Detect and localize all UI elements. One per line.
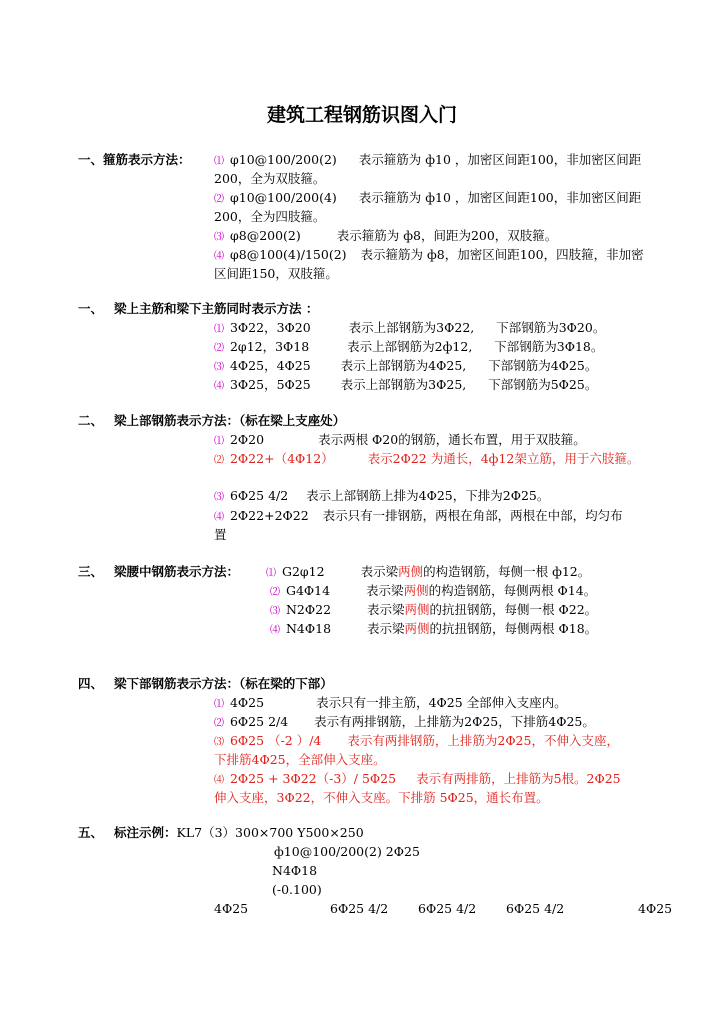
item-highlight: 两侧 bbox=[404, 602, 430, 617]
list-item bbox=[214, 319, 605, 339]
list-item bbox=[214, 189, 641, 209]
rebar-code: 2φ12，3Φ18 bbox=[229, 339, 310, 354]
list-item bbox=[214, 713, 595, 733]
page-title: 建筑工程钢筋识图入门 bbox=[266, 104, 457, 126]
section-prefix: 五、 bbox=[78, 825, 104, 840]
item-description: 的构造钢筋，每侧一根 ф12。 bbox=[423, 564, 591, 579]
list-item bbox=[270, 582, 596, 602]
list-item bbox=[214, 227, 557, 247]
item-number: ⑶ bbox=[214, 362, 224, 373]
item-description: 表示上部钢筋上排为4Φ25，下排为2Φ25。 bbox=[306, 488, 550, 503]
item-description: 的抗扭钢筋，每侧两根 Φ18。 bbox=[429, 621, 598, 636]
item-number: ⑷ bbox=[214, 512, 224, 523]
section-prefix: 三、 bbox=[78, 564, 104, 579]
item-description: 表示梁 bbox=[366, 583, 404, 598]
rebar-code: 2Φ25 + 3Φ22（-3）/ 5Φ25 bbox=[229, 771, 397, 786]
rebar-code: 2Φ22+（4Φ12） bbox=[229, 451, 334, 466]
section-top-bar-heading: 梁上部钢筋表示方法：（标在梁上支座处） bbox=[114, 413, 346, 428]
list-item bbox=[266, 563, 590, 583]
rebar-code: 3Φ25，5Φ25 bbox=[229, 377, 311, 392]
item-description-bottom: 下部钢筋为5Φ25。 bbox=[488, 377, 598, 392]
section-prefix: 二、 bbox=[78, 413, 104, 428]
item-number: ⑵ bbox=[214, 455, 224, 466]
item-continuation: 置 bbox=[214, 527, 227, 542]
item-continuation: 200，全为四肢箍。 bbox=[214, 209, 326, 224]
section-stirrup-heading: 一、箍筋表示方法： bbox=[78, 152, 191, 167]
list-item bbox=[214, 338, 603, 358]
example-line bbox=[114, 824, 364, 842]
item-highlight: 两侧 bbox=[398, 564, 424, 579]
list-item bbox=[270, 620, 597, 640]
rebar-code: φ8@100(4)/150(2) bbox=[229, 247, 347, 262]
item-description: 的构造钢筋，每侧两根 Φ14。 bbox=[428, 583, 597, 598]
rebar-code: 6Φ25 2/4 bbox=[229, 714, 289, 729]
rebar-code: 6Φ25 （-2 ）/4 bbox=[229, 733, 322, 748]
item-number: ⑷ bbox=[214, 775, 224, 786]
item-description: 表示箍筋为 ф8，加密区间距100，四肢箍，非加密 bbox=[360, 247, 644, 262]
example-bar-5: 4Φ25 bbox=[638, 901, 673, 916]
item-number: ⑴ bbox=[214, 324, 224, 335]
item-continuation: 伸入支座，3Φ22，不伸入支座。下排筋 5Φ25，通长布置。 bbox=[214, 790, 549, 805]
item-description: 表示箍筋为 ф10 ，加密区间距100，非加密区间距 bbox=[358, 190, 642, 205]
section-side-bar-heading: 梁腰中钢筋表示方法： bbox=[114, 564, 240, 579]
rebar-code: 4Φ25，4Φ25 bbox=[229, 358, 311, 373]
item-description-bottom: 下部钢筋为3Φ18。 bbox=[494, 339, 604, 354]
item-description: 表示箍筋为 ф8，间距为200，双肢箍。 bbox=[336, 228, 558, 243]
item-description: 表示只有一排主筋，4Φ25 全部伸入支座内。 bbox=[316, 695, 567, 710]
item-description: 表示2Φ22 为通长，4ф12架立筋，用于六肢箍。 bbox=[367, 451, 640, 466]
item-description: 表示有两排筋，上排筋为5根。2Φ25 bbox=[416, 771, 621, 786]
item-description: 表示有两排钢筋，上排筋为2Φ25，下排筋4Φ25。 bbox=[314, 714, 595, 729]
item-number: ⑷ bbox=[214, 381, 224, 392]
item-description: 表示梁 bbox=[367, 602, 405, 617]
section-example-heading: 标注示例： bbox=[114, 825, 177, 840]
item-description: 表示梁 bbox=[360, 564, 399, 579]
item-number: ⑵ bbox=[214, 194, 224, 205]
item-description: 表示有两排钢筋，上排筋为2Φ25，不伸入支座， bbox=[347, 733, 619, 748]
item-number: ⑶ bbox=[270, 606, 280, 617]
rebar-code: 2Φ20 bbox=[229, 432, 265, 447]
rebar-code: N2Φ22 bbox=[285, 602, 332, 617]
list-item bbox=[214, 246, 644, 266]
item-description-bottom: 下部钢筋为4Φ25。 bbox=[488, 358, 598, 373]
list-item bbox=[214, 487, 549, 507]
item-highlight: 两侧 bbox=[404, 621, 430, 636]
section-bottom-bar-heading: 梁下部钢筋表示方法：（标在梁的下部） bbox=[114, 676, 333, 691]
item-description: 表示上部钢筋为2ф12, bbox=[347, 339, 473, 354]
item-highlight: 两侧 bbox=[403, 583, 429, 598]
item-number: ⑶ bbox=[214, 492, 224, 503]
list-item bbox=[214, 732, 619, 752]
item-description: 表示两根 Φ20的钢筋，通长布置，用于双肢箍。 bbox=[318, 432, 586, 447]
item-number: ⑷ bbox=[214, 251, 224, 262]
rebar-code: 4Φ25 bbox=[229, 695, 265, 710]
item-description: 的抗扭钢筋，每侧一根 Φ22。 bbox=[429, 602, 598, 617]
rebar-code: 3Φ22，3Φ20 bbox=[229, 320, 311, 335]
section-prefix: 四、 bbox=[78, 676, 104, 691]
item-number: ⑴ bbox=[214, 699, 224, 710]
item-number: ⑷ bbox=[270, 625, 280, 636]
item-continuation: 区间距150，双肢箍。 bbox=[214, 266, 338, 281]
list-item bbox=[214, 770, 621, 790]
list-item bbox=[214, 357, 597, 377]
item-number: ⑵ bbox=[214, 343, 224, 354]
item-description: 表示上部钢筋为3Φ22, bbox=[348, 320, 475, 335]
section-main-bar-heading: 梁上主筋和梁下主筋同时表示方法 ： bbox=[114, 301, 319, 316]
item-continuation: 下排筋4Φ25，全部伸入支座。 bbox=[214, 752, 386, 767]
item-description: 表示梁 bbox=[367, 621, 405, 636]
rebar-code: N4Φ18 bbox=[285, 621, 332, 636]
item-description: 表示上部钢筋为4Φ25, bbox=[340, 358, 467, 373]
rebar-code: φ10@100/200(2) bbox=[229, 152, 337, 167]
list-item bbox=[270, 601, 597, 621]
item-number: ⑶ bbox=[214, 232, 224, 243]
rebar-code: 2Φ22+2Φ22 bbox=[229, 508, 309, 523]
list-item bbox=[214, 507, 623, 527]
example-side-bars: N4Φ18 bbox=[272, 863, 318, 878]
list-item bbox=[214, 450, 639, 470]
item-number: ⑴ bbox=[266, 568, 276, 579]
example-bar-3: 6Φ25 4/2 bbox=[418, 901, 477, 916]
rebar-code: G2φ12 bbox=[281, 564, 325, 579]
section-prefix: 一、 bbox=[78, 301, 104, 316]
item-number: ⑵ bbox=[270, 587, 280, 598]
rebar-code: φ8@200(2) bbox=[229, 228, 301, 243]
example-bar-1: 4Φ25 bbox=[214, 901, 249, 916]
example-bar-2: 6Φ25 4/2 bbox=[330, 901, 389, 916]
example-stirrup: ф10@100/200(2) 2Φ25 bbox=[274, 844, 420, 859]
item-number: ⑶ bbox=[214, 737, 224, 748]
rebar-code: φ10@100/200(4) bbox=[229, 190, 337, 205]
list-item bbox=[214, 694, 567, 714]
example-beam-code: KL7（3）300×700 Y500×250 bbox=[176, 825, 364, 840]
item-description: 表示只有一排钢筋，两根在角部，两根在中部，均匀布 bbox=[322, 508, 623, 523]
item-description: 表示箍筋为 ф10 ，加密区间距100，非加密区间距 bbox=[358, 152, 642, 167]
item-description-bottom: 下部钢筋为3Φ20。 bbox=[496, 320, 606, 335]
item-description: 表示上部钢筋为3Φ25, bbox=[340, 377, 467, 392]
item-continuation: 200，全为双肢箍。 bbox=[214, 171, 326, 186]
item-number: ⑴ bbox=[214, 436, 224, 447]
list-item bbox=[214, 376, 597, 396]
rebar-code: 6Φ25 4/2 bbox=[229, 488, 289, 503]
list-item bbox=[214, 151, 641, 171]
item-number: ⑵ bbox=[214, 718, 224, 729]
list-item bbox=[214, 431, 586, 451]
example-bar-4: 6Φ25 4/2 bbox=[506, 901, 565, 916]
rebar-code: G4Φ14 bbox=[285, 583, 331, 598]
example-elevation: (-0.100) bbox=[272, 882, 322, 897]
item-number: ⑴ bbox=[214, 156, 224, 167]
